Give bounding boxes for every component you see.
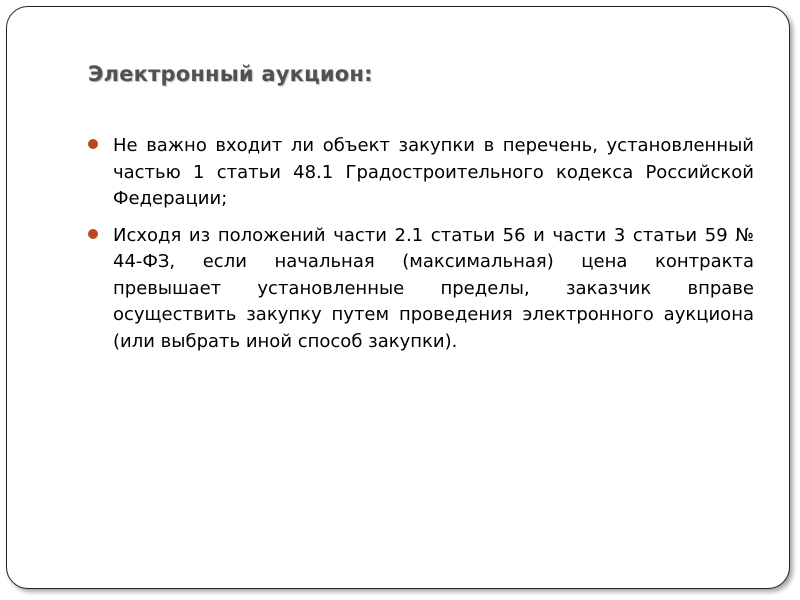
bullet-text: Исходя из положений части 2.1 статьи 56 и части 3 статьи 59 № 44-ФЗ, если начальная (максимальная) цена контракта превышает установленные пределы, заказчик вправе осуществить закупку путем проведения электронного аукциона (или выбрать иной способ закупки). [113,224,754,352]
list-item [88,133,754,213]
bullet-text: Не важно входит ли объект закупки в перечень, установленный частью 1 статьи 48.1 Градостроительного кодекса Российской Федерации; [113,135,754,209]
bullet-icon [88,139,98,149]
bullet-icon [88,229,98,239]
slide-title: Электронный аукцион: [88,62,373,86]
bullet-list [88,133,754,365]
list-item [88,223,754,356]
